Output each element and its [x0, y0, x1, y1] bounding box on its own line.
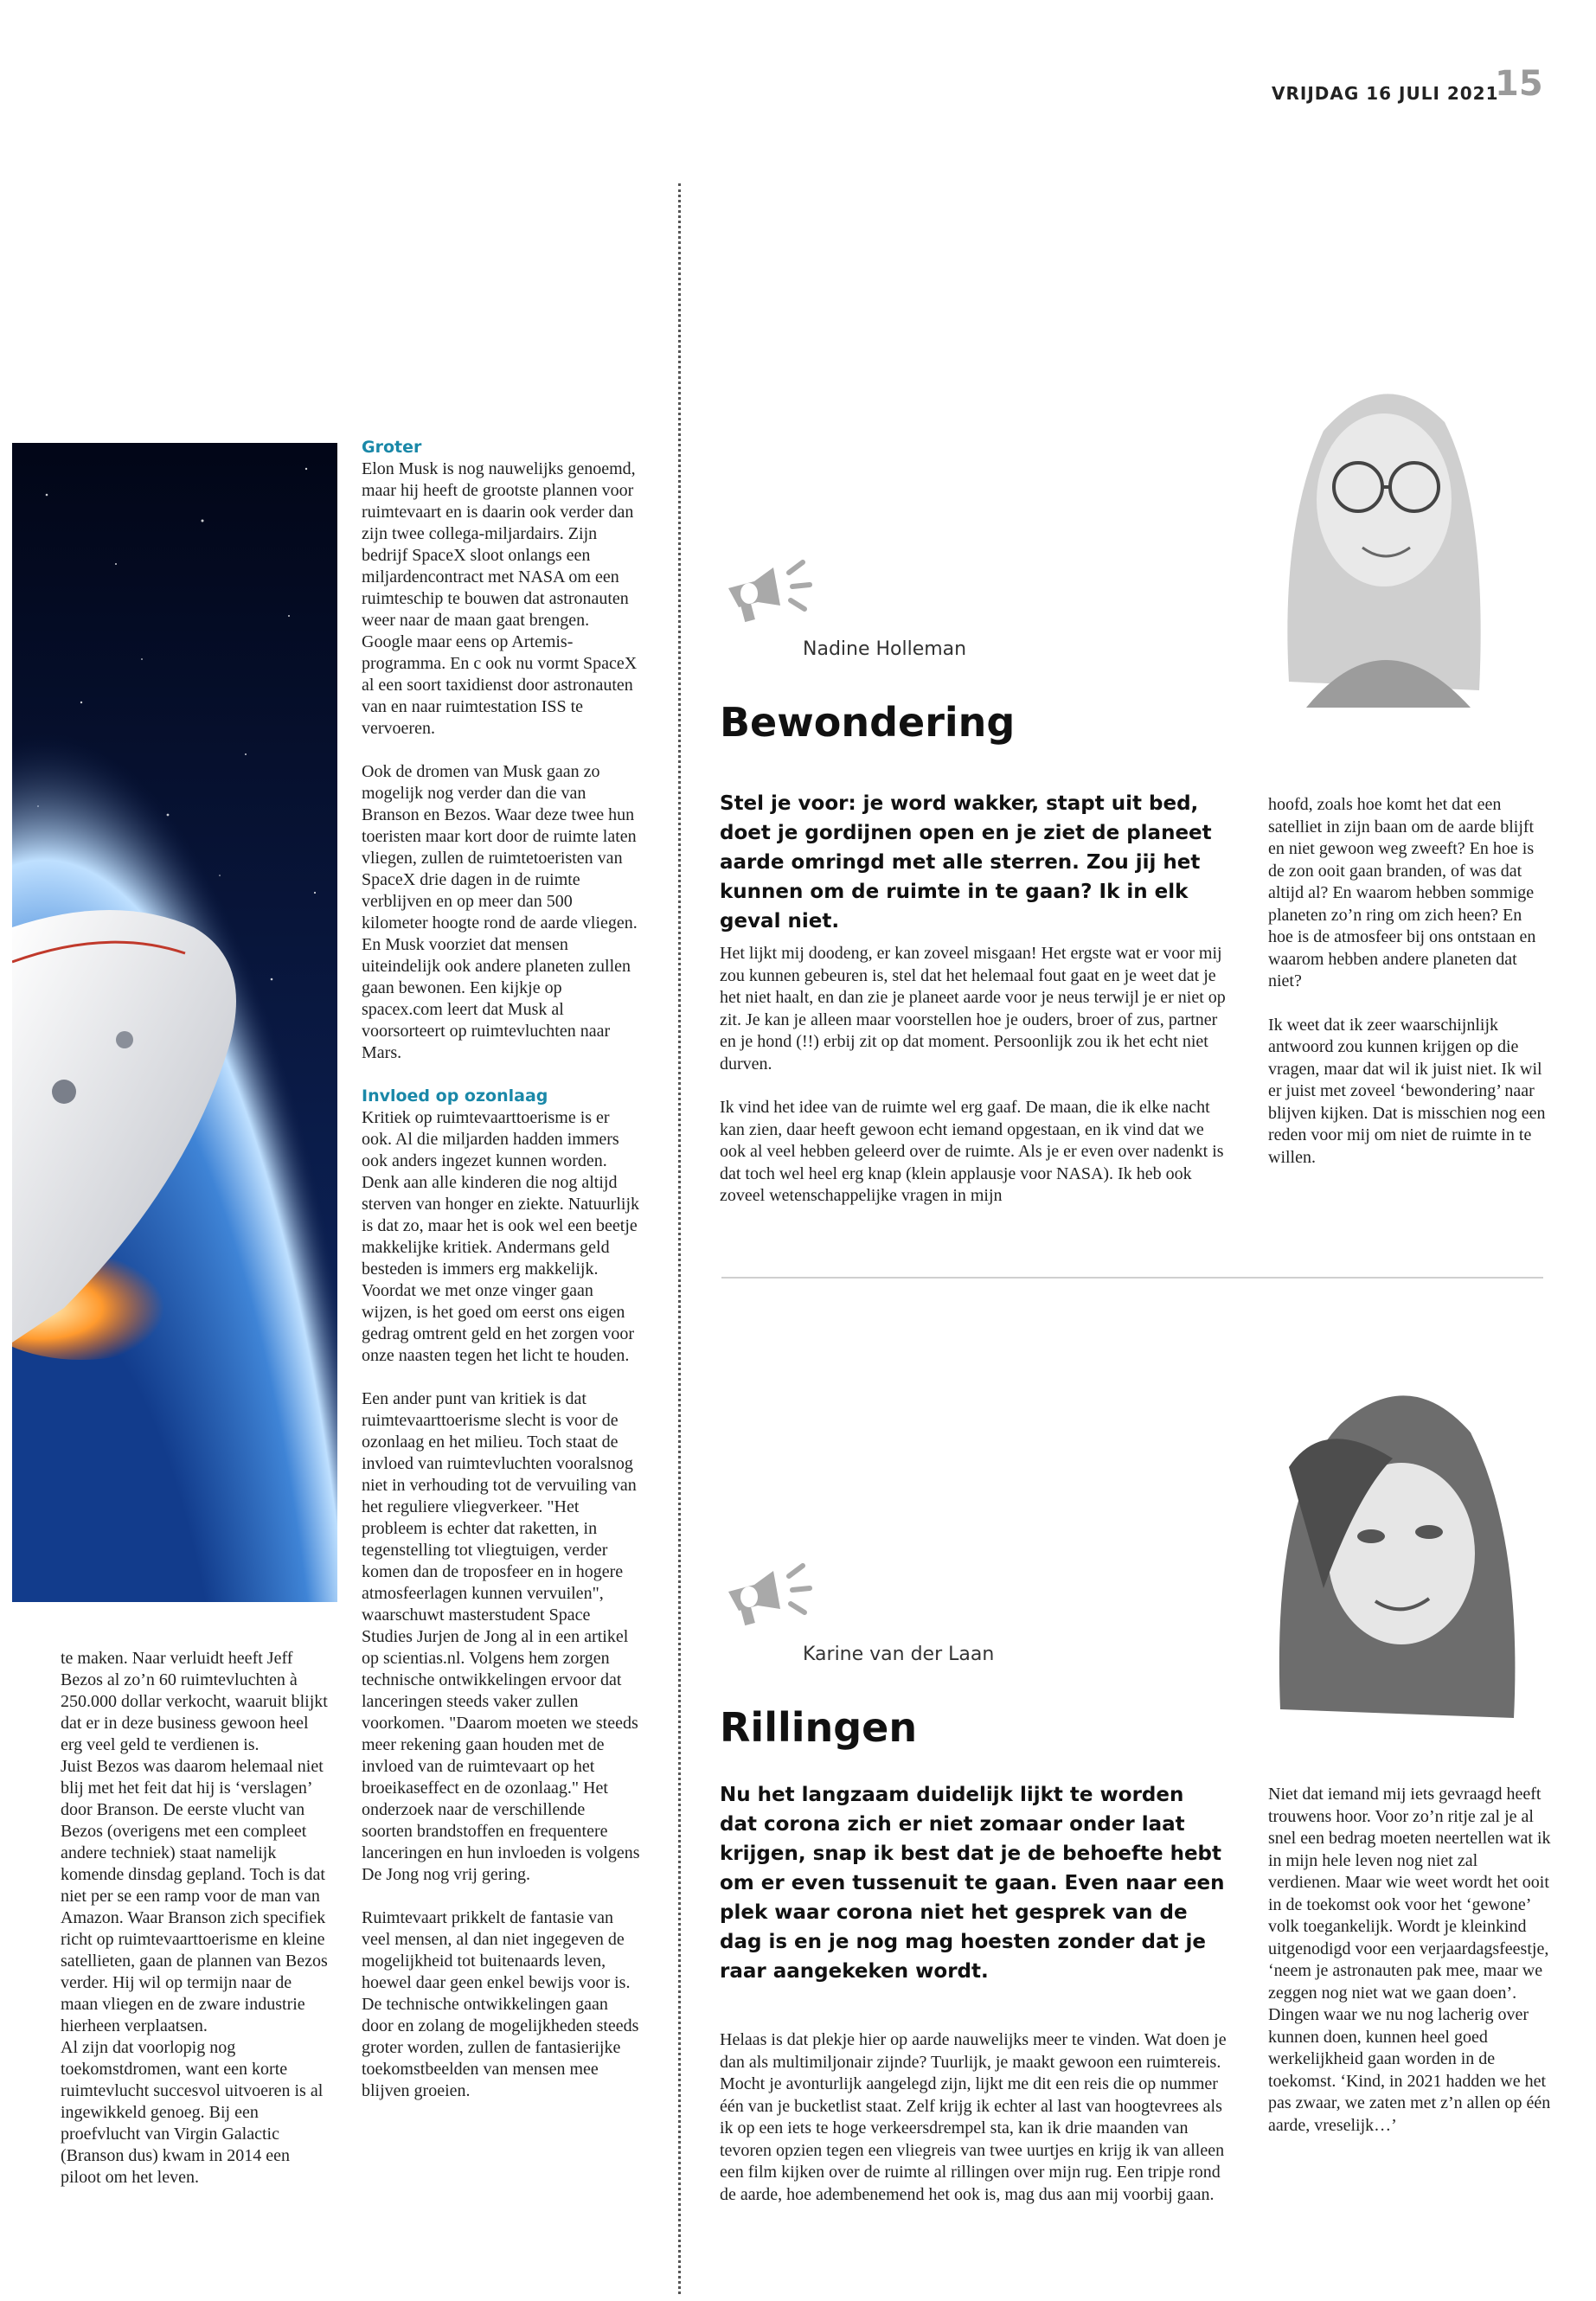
article-main-column: [362, 437, 640, 2124]
article-paragraph: te maken. Naar verluidt heeft Jeff Bezos al zo’n 60 ruimtevluchten à 250.000 dollar verkocht, waaruit blijkt dat er in deze business gewoon heel erg veel geld te verdienen is.: [61, 1649, 328, 1754]
article-paragraph: Al zijn dat voorlopig nog toekomstdromen, want een korte ruimtevlucht succesvol uitvoeren is al ingewikkeld genoeg. Bij een proefvlucht van Virgin Galactic (Branson dus) kwam in 2014 een piloot om het leven.: [61, 2038, 324, 2187]
page-number: 15: [1495, 64, 1543, 104]
article-paragraph: Ook de dromen van Musk gaan zo mogelijk nog verder dan die van Branson en Bezos. Waar deze twee hun toeristen maar kort door de ruimte laten vliegen, zullen de ruimtetoeristen van SpaceX drie dagen in de ruimte verblijven en op meer dan 500 kilometer hoogte rond de aarde vliegen. En Musk voorziet dat mensen uiteindelijk ook andere planeten zullen gaan bewonen. Een kijkje op spacex.com leert dat Musk al voorsorteert op ruimtevluchten naar Mars.: [362, 762, 638, 1062]
column-body-right: [1268, 1784, 1554, 2158]
column-lead-rillingen: Nu het langzaam duidelijk lijkt te worden dat corona zich er niet zomaar onder laat krijgen, snap ik best dat je de behoefte hebt om er even tussenuit te gaan. Even naar een plek waar corona niet het gesprek van de dag is en je nog mag hoesten zonder dat je raar aangekeken wordt.: [720, 1784, 1225, 1983]
article-paragraph: Kritiek op ruimtevaarttoerisme is er ook. Al die miljarden hadden immers ook anders ingezet kunnen worden. Denk aan alle kinderen die nog altijd sterven van honger en ziekte. Natuurlijk is dat zo, maar het is ook wel een beetje makkelijke kritiek. Andermans geld besteden is immers erg makkelijk. Voordat we met onze vinger gaan wijzen, is het goed om eerst ons eigen gedrag omtrent geld en het zorgen voor onze naasten tegen het licht te houden.: [362, 1108, 639, 1365]
column-paragraph: hoofd, zoals hoe komt het dat een satelliet in zijn baan om de aarde blijft en niet gewoon weg zweeft? En hoe is de zon ooit gaan branden, of was dat altijd al? En waarom hebben sommige planeten zo’n ring om zich heen? En hoe is de atmosfeer bij ons ontstaan en waarom hebben andere planeten dat niet?: [1268, 795, 1536, 990]
column-paragraph: Niet dat iemand mij iets gevraagd heeft trouwens hoor. Voor zo’n ritje zal je al snel een bedrag moeten neertellen wat ik in mijn hele leven nog niet zal verdienen. Maar wie weet wordt het ooit in de toekomst ook voor het ‘gewone’ volk toegankelijk. Wordt je kleinkind uitgenodigd voor een verjaardagsfeestje, ‘neem je astronauten pak mee, maar we zeggen nog niet wat we gaan doen’. Dingen waar we nu nog lacherig over kunnen doen, kunnen heel goed werkelijkheid gaan worden in de toekomst. ‘Kind, in 2021 hadden we het pas zwaar, we zaten met z’n allen op één aarde, vreselijk…’: [1268, 1785, 1551, 2135]
column-lead-bewondering: Stel je voor: je word wakker, stapt uit bed, doet je gordijnen open en je ziet de planeet aarde omringd met alle sterren. Zou jij het kunnen om de ruimte in te gaan? Ik in elk geval niet.: [720, 792, 1212, 933]
column-title-bewondering: Bewondering: [720, 699, 1016, 746]
author-name-nadine: Nadine Holleman: [803, 638, 967, 660]
megaphone-icon: [720, 1557, 815, 1639]
article-paragraph: Een ander punt van kritiek is dat ruimtevaarttoerisme slecht is voor de ozonlaag en het milieu. Toch staat de invloed van ruimtevluchten vooralsnog niet in verhouding tot de vervuiling van het reguliere vliegverkeer. "Het probleem is echter dat raketten, in tegenstelling tot vliegtuigen, verder komen dan de troposfeer en in hogere atmosfeerlagen kunnen vervuilen", waarschuwt masterstudent Space Studies Jurjen de Jong al in een artikel op scientias.nl. Volgens hem zorgen technische ontwikkelingen ervoor dat lanceringen steeds vaker zullen voorkomen. "Daarom moeten we steeds meer rekening gaan houden met de invloed van de ruimtevaart op het broeikaseffect en de ozonlaag." Het onderzoek naar de verschillende soorten brandstoffen en frequentere lanceringen en hun invloeden is volgens De Jong nog vrij gering.: [362, 1389, 640, 1884]
subheading-groter: Groter: [362, 438, 422, 457]
article-paragraph: Elon Musk is nog nauwelijks genoemd, maar hij heeft de grootste plannen voor ruimtevaart en is daarin ook verder dan zijn twee collega-miljardairs. Zijn bedrijf SpaceX sloot onlangs een miljardencontract met NASA om een ruimteschip te bouwen dat astronauten weer naar de maan gaat brengen. Google maar eens op Artemis-programma. En c ook nu vormt SpaceX al een soort taxidienst door astronauten van en naar ruimtestation ISS te vervoeren.: [362, 459, 638, 738]
column-body-left: [720, 2029, 1232, 2227]
column-paragraph: Helaas is dat plekje hier op aarde nauwelijks meer te vinden. Wat doen je dan als multimiljonair zijnde? Tuurlijk, je maakt gewoon een ruimtereis. Mocht je avonturlijk aangelegd zijn, lijkt me dit een reis die op nummer één van je bucketlist staat. Zelf krijg ik echter al last van hoogtevrees als ik op een iets te hoge verkeersdrempel sta, kan ik drie maanden van tevoren opzien tegen een vliegreis van twee uurtjes en krijg ik van alleen een film kijken over de ruimte al rillingen over mijn rug. Een tripje rond de aarde, hoe adembenemend het ook is, mag dus aan mij voorbij gaan.: [720, 2030, 1227, 2204]
author-portrait-karine: [1272, 1363, 1522, 1727]
article-continuation-column: [61, 1648, 332, 2189]
author-name-karine: Karine van der Laan: [803, 1644, 995, 1665]
author-portrait-nadine: [1272, 353, 1497, 708]
column-body-left: [720, 943, 1230, 1229]
megaphone-icon: [720, 554, 815, 636]
section-divider: [721, 1277, 1543, 1279]
article-paragraph: Ruimtevaart prikkelt de fantasie van veel mensen, al dan niet ingegeven de mogelijkheid tot buitenaards leven, hoewel daar geen enkel bewijs voor is. De technische ontwikkelingen gaan door en zolang de mogelijkheden steeds groter worden, zullen de fantasierijke toekomstbeelden van mensen mee blijven groeien.: [362, 1908, 639, 2100]
subheading-ozonlaag: Invloed op ozonlaag: [362, 1086, 548, 1106]
column-paragraph: Ik vind het idee van de ruimte wel erg gaaf. De maan, die ik elke nacht kan zien, daar heeft gewoon echt iemand opgestaan, en ik vind dat we ook al veel hebben geleerd over de ruimte. Als je er even over nadenkt is dat toch wel heel erg knap (klein applausje voor NASA). Ik heb ook zoveel wetenschappelijke vragen in mijn: [720, 1098, 1224, 1205]
article-paragraph: Juist Bezos was daarom helemaal niet blij met het feit dat hij is ‘verslagen’ door Branson. De eerste vlucht van Bezos (overigens met een compleet andere techniek) staat namelijk komende dinsdag gepland. Toch is dat niet per se een ramp voor de man van Amazon. Waar Branson zich specifiek richt op ruimtevaarttoerisme en kleine satellieten, gaan de plannen van Bezos verder. Hij wil op termijn naar de maan vliegen en de zware industrie hierheen verplaatsen.: [61, 1757, 328, 2035]
page-date: VRIJDAG 16 JULI 2021: [1272, 83, 1499, 104]
column-divider: [678, 183, 681, 2294]
spacecraft-photo: [12, 443, 337, 1602]
column-paragraph: Ik weet dat ik zeer waarschijnlijk antwoord zou kunnen krijgen op die vragen, maar dat wil ik juist niet. Ik wil er juist met zoveel ‘bewondering’ naar blijven kijken. Dat is misschien nog een reden voor mij om niet de ruimte in te willen.: [1268, 1015, 1546, 1167]
column-title-rillingen: Rillingen: [720, 1704, 918, 1751]
column-body-right: [1268, 794, 1547, 1190]
column-paragraph: Het lijkt mij doodeng, er kan zoveel misgaan! Het ergste wat er voor mij zou kunnen gebeuren is, stel dat het helemaal fout gaat en je weet dat je het niet haalt, en dan zie je planeet aarde voor je neus terwijl je er niet op zit. Je kan je alleen maar voorstellen hoe je ouders, broer of zus, partner en je hond (!!) erbij zit op dat moment. Persoonlijk zou ik het echt niet durven.: [720, 944, 1226, 1074]
